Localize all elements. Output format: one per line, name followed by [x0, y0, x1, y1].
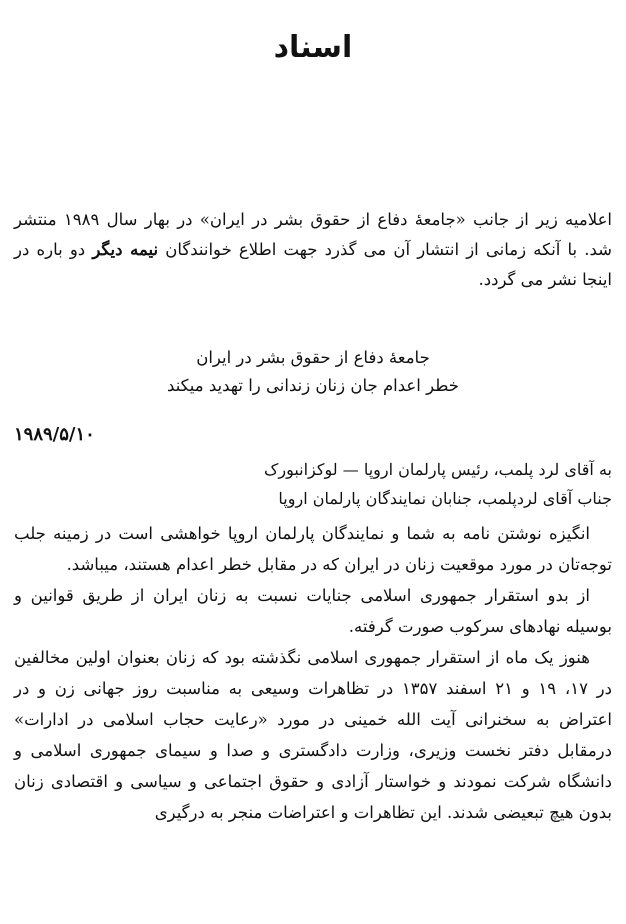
magazine-name: نیمه دیگر [92, 240, 159, 259]
letter-address [14, 455, 612, 513]
statement-heading [0, 344, 626, 400]
intro-paragraph [14, 205, 612, 295]
page-title: اسناد [273, 30, 353, 65]
body-paragraph-3: هنوز یک ماه از استقرار جمهوری اسلامی نگذشته بود که زنان بعنوان اولین مخالفین در ۱۷، ۱۹ و ۲۱ اسفند ۱۳۵۷ در تظاهرات وسیعی به مناسبت روز جهانی زن و در اعتراض به سخنرانی آیت الله خمینی در مورد «رعایت حجاب اسلامی در ادارات» درمقابل دفتر نخست وزیری، وزارت دادگستری و صدا و سیمای جمهوری اسلامی و دانشگاه شرکت نمودند و خواستار آزادی و حقوق اجتماعی و سیاسی و اقتصادی زنان بدون هیچ تبعیضی شدند. این تظاهرات و اعتراضات منجر به درگیری [14, 648, 612, 822]
address-line-2: جناب آقای لردپلمب، جنابان نمایندگان پارلمان اروپا [278, 489, 612, 508]
letter-date: ۱۹۸۹/۵/۱۰ [14, 424, 95, 445]
intro-text-end: دو باره در اینجا نشر می گردد. [14, 240, 612, 289]
intro-text: اعلامیه زیر از جانب «جامعهٔ دفاع از حقوق بشر در ایران» در بهار سال ۱۹۸۹ منتشر شد. با آنکه زمانی از انتشار آن می گذرد جهت اطلاع خوانندگان [14, 210, 613, 259]
body-paragraph-1: انگیزه نوشتن نامه به شما و نمایندگان پارلمان اروپا خواهشی است در زمینه جلب توجه‌تان در مورد موقعیت زنان در ایران که در مقابل خطر اعدام هستند، میباشد. [14, 524, 612, 574]
organization-name: جامعهٔ دفاع از حقوق بشر در ایران [196, 348, 430, 367]
statement-title: خطر اعدام جان زنان زندانی را تهدید میکند [167, 376, 459, 395]
address-line-1: به آقای لرد پلمب، رئیس پارلمان اروپا — لوکزانبورک [264, 460, 612, 479]
body-paragraph-2: از بدو استقرار جمهوری اسلامی جنایات نسبت به زنان ایران از طریق قوانین و بوسیله نهادهای سرکوب صورت گرفته. [14, 586, 612, 636]
letter-body [14, 518, 612, 828]
